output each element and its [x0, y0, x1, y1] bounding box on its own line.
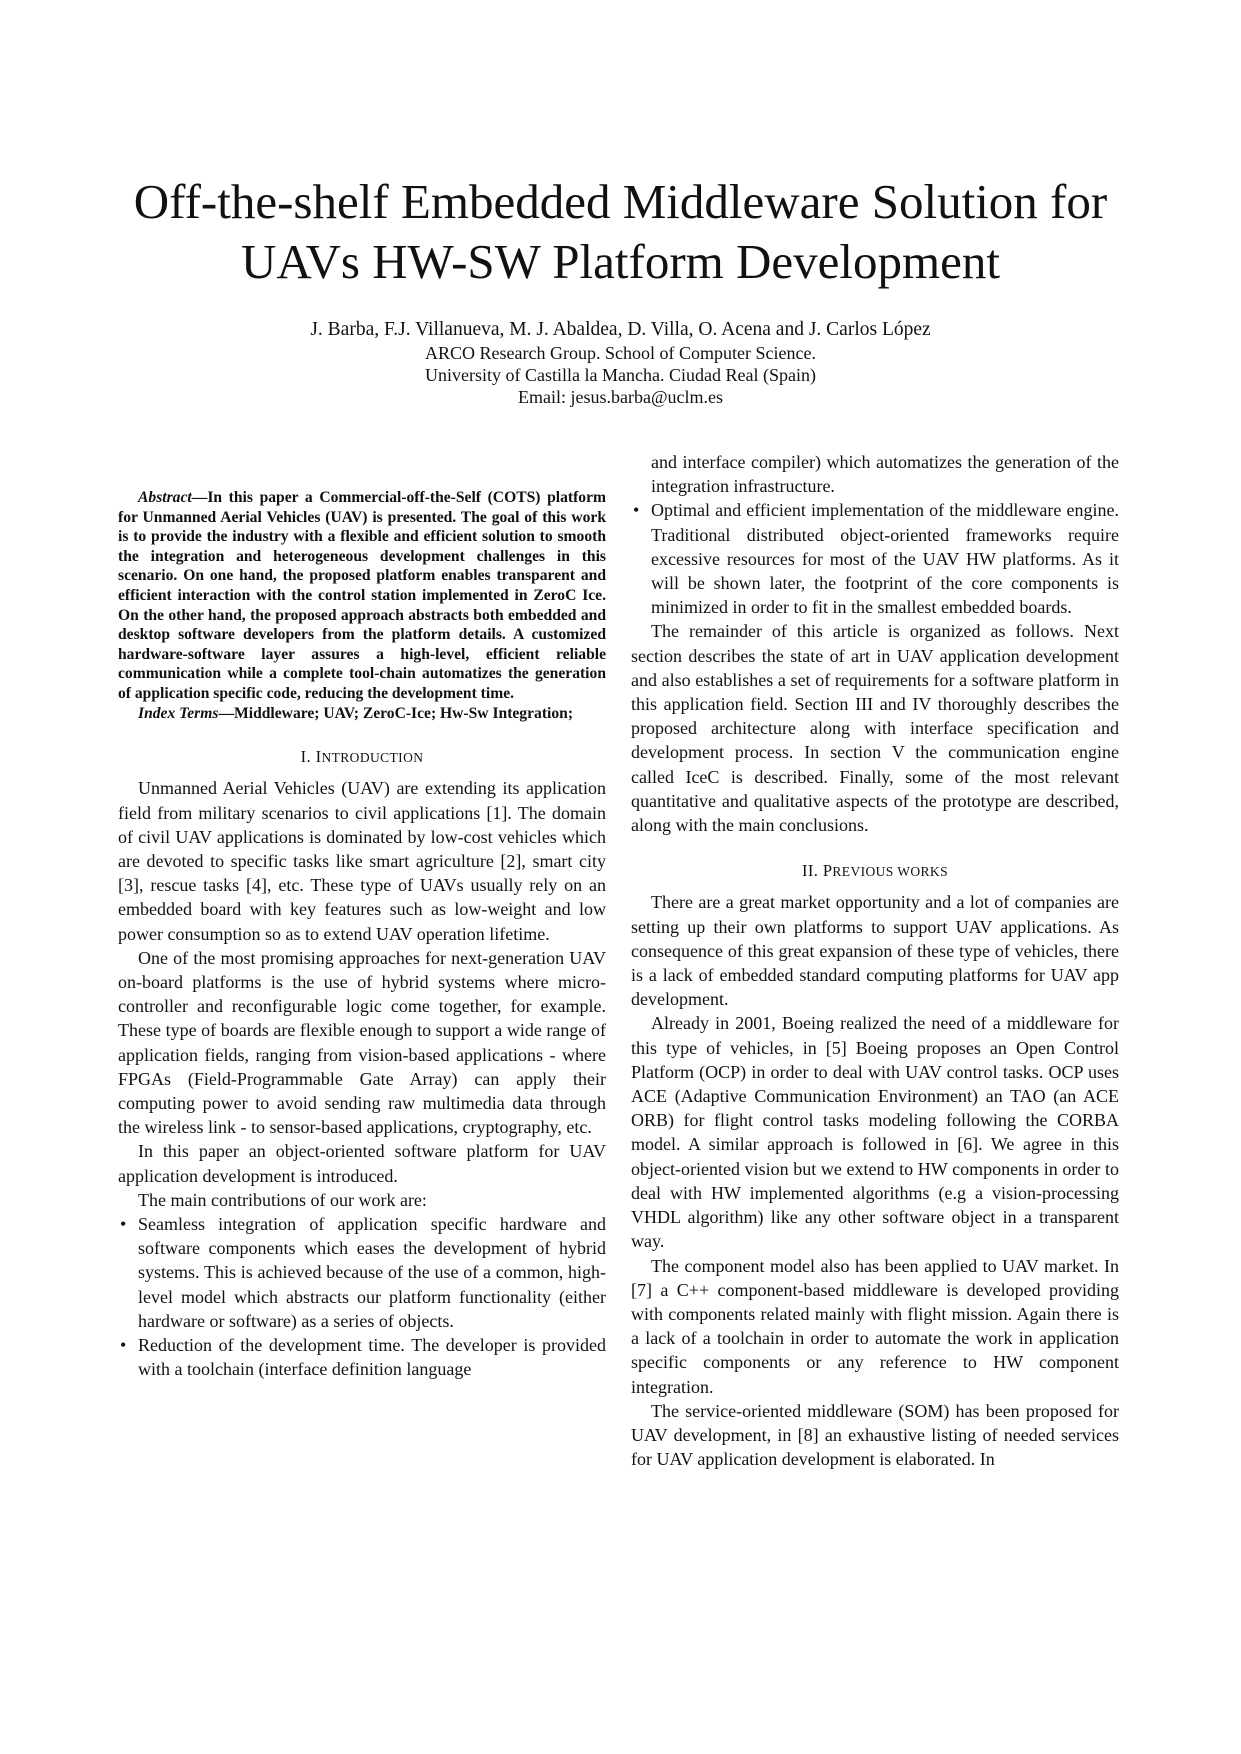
- previous-paragraph-3: The component model also has been applied to UAV market. In [7] a C++ component-based middleware is developed providing with components related mainly with flight mission. Again there is a lack of a toolchain in order to automate the work in application specific components or any reference to HW component integration.: [631, 1255, 1119, 1397]
- contributions-list: [118, 1212, 606, 1381]
- list-item: • Optimal and efficient implementation of the middleware engine. Traditional distributed object-oriented frameworks require excessive resources for most of the UAV HW platforms. As it will be shown later, the footprint of the core components is minimized in order to fit in the smallest embedded boards.: [633, 500, 1119, 618]
- abstract: [118, 488, 606, 704]
- abstract-label: Abstract: [138, 489, 192, 506]
- intro-paragraph-5: The remainder of this article is organized as follows. Next section describes the state of art in UAV application development and also establishes a set of requirements for a software platform in this application field. Section III and IV thoroughly describes the proposed architecture along with interface specification and development process. In section V the communication engine called IceC is described. Finally, some of the most relevant quantitative and qualitative aspects of the prototype are described, along with the main conclusions.: [631, 621, 1119, 836]
- intro-paragraph-1: Unmanned Aerial Vehicles (UAV) are extending its application field from military scenarios to civil applications [1]. The domain of civil UAV applications is dominated by low-cost vehicles which are devoted to specific tasks like smart agriculture [2], smart city [3], rescue tasks [4], etc. These type of UAVs usually rely on an embedded board with key features such as low-weight and low power consumption so as to extend UAV operation lifetime.: [118, 778, 606, 944]
- section-heading-previous-works: II. PREVIOUS WORKS: [801, 861, 948, 881]
- list-item: • Reduction of the development time. The developer is provided with a toolchain (interface definition language: [120, 1335, 606, 1380]
- authors: J. Barba, F.J. Villanueva, M. J. Abaldea, D. Villa, O. Acena and J. Carlos López: [310, 319, 931, 340]
- intro-paragraph-4: The main contributions of our work are:: [138, 1189, 427, 1210]
- index-terms-text: —Middleware; UAV; ZeroC-Ice; Hw-Sw Integration;: [218, 704, 574, 722]
- author-email: Email: jesus.barba@uclm.es: [517, 387, 724, 407]
- left-column: [118, 488, 606, 1381]
- abstract-text: —In this paper a Commercial-off-the-Self (COTS) platform for Unmanned Aerial Vehicles (UAV) is presented. The goal of this work is to provide the industry with a flexible and efficient solution to smooth the integration and heterogeneous development challenges in this scenario. On one hand, the proposed platform enables transparent and efficient interaction with the control station implemented in ZeroC Ice. On the other hand, the proposed approach abstracts both embedded and desktop software developers from the platform details. A customized hardware-software layer assures a high-level, efficient reliable communication while a complete tool-chain automatizes the generation of application specific code, reducing the development time.: [118, 489, 606, 702]
- bullet-icon: •: [120, 1213, 127, 1234]
- bullet-icon: •: [120, 1335, 127, 1355]
- index-terms: [118, 704, 606, 724]
- affiliation-group: ARCO Research Group. School of Computer Science.: [425, 343, 816, 363]
- intro-paragraph-3: In this paper an object-oriented software platform for UAV application development is introduced.: [118, 1141, 606, 1186]
- title-line-1: Off-the-shelf Embedded Middleware Solution for: [133, 174, 1108, 229]
- title-line-2: UAVs HW-SW Platform Development: [241, 234, 1000, 289]
- affiliation-university: University of Castilla la Mancha. Ciudad Real (Spain): [425, 365, 816, 385]
- list-item-continuation: and interface compiler) which automatizes the generation of the integration infrastructure.: [651, 452, 1119, 497]
- list-item: • Seamless integration of application specific hardware and software components which eases the development of hybrid systems. This is achieved because of the use of a common, high-level model which abstracts our platform functionality (either hardware or software) as a series of objects.: [120, 1213, 606, 1331]
- right-column: [631, 452, 1119, 1471]
- bullet-icon: •: [633, 500, 640, 521]
- paper-title: [0, 172, 1241, 292]
- index-terms-label: Index Terms: [138, 704, 219, 722]
- contributions-list-continued: [631, 498, 1119, 619]
- previous-paragraph-4: The service-oriented middleware (SOM) has been proposed for UAV development, in [8] an exhaustive listing of needed services for UAV application development is elaborated. In: [631, 1400, 1119, 1470]
- intro-paragraph-2: One of the most promising approaches for next-generation UAV on-board platforms is the use of hybrid systems where micro-controller and reconfigurable logic come together, for example. These type of boards are flexible enough to support a wide range of application fields, ranging from vision-based applications - where FPGAs (Field-Programmable Gate Array) can apply their computing power to avoid sending raw multimedia data through the wireless link - to sensor-based applications, cryptography, etc.: [118, 947, 606, 1138]
- previous-paragraph-2: Already in 2001, Boeing realized the need of a middleware for this type of vehicles, in [5] Boeing proposes an Open Control Platform (OCP) in order to deal with UAV control tasks. OCP uses ACE (Adaptive Communication Environment) an TAO (an ACE ORB) for flight control tasks modeling following the CORBA model. A similar approach is followed in [6]. We agree in this object-oriented vision but we extend to HW components in order to deal with HW implemented algorithms (e.g a vision-processing VHDL algorithm) like any other software object in a transparent way.: [631, 1013, 1119, 1252]
- previous-paragraph-1: There are a great market opportunity and a lot of companies are setting up their own platforms to support UAV applications. As consequence of this great expansion of these type of vehicles, there is a lack of embedded standard computing platforms for UAV app development.: [631, 892, 1119, 1010]
- section-heading-introduction: I. INTRODUCTION: [300, 747, 424, 767]
